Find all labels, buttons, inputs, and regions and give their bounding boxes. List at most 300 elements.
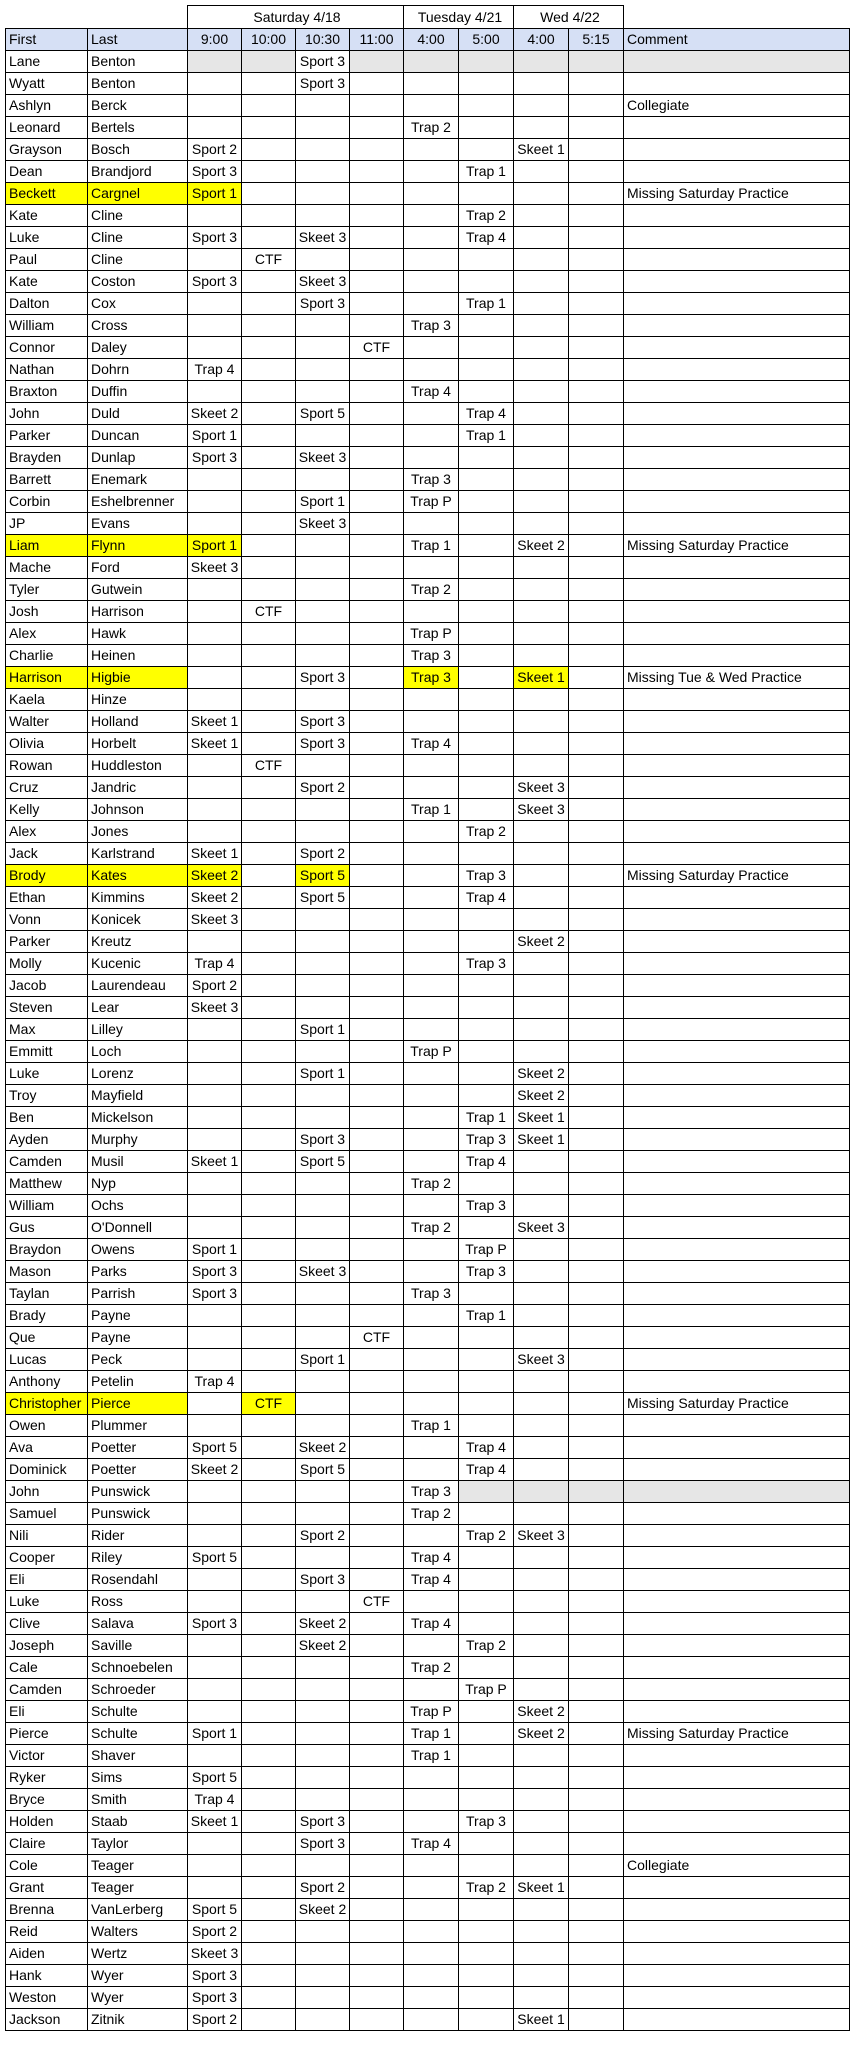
wed-400-cell — [514, 887, 569, 909]
comment-cell — [624, 777, 850, 799]
tue-400-cell — [404, 1239, 459, 1261]
tue-400-cell — [404, 1789, 459, 1811]
first-name-cell: John — [6, 403, 88, 425]
first-name-cell: Cruz — [6, 777, 88, 799]
first-name-cell: Emmitt — [6, 1041, 88, 1063]
tue-400-cell — [404, 1877, 459, 1899]
sat-900-cell — [188, 645, 242, 667]
last-name-cell: Karlstrand — [88, 843, 188, 865]
comment-cell — [624, 1591, 850, 1613]
wed-515-cell — [569, 1173, 624, 1195]
table-row — [6, 447, 850, 469]
col-header-sat-1030: 10:30 — [296, 29, 350, 51]
first-name-cell: Holden — [6, 1811, 88, 1833]
sat-1030-cell: Skeet 2 — [296, 1635, 350, 1657]
wed-515-cell — [569, 271, 624, 293]
tue-500-cell — [459, 733, 514, 755]
wed-400-cell — [514, 1965, 569, 1987]
sat-1030-cell: Sport 1 — [296, 1063, 350, 1085]
last-name-cell: Schulte — [88, 1723, 188, 1745]
wed-515-cell — [569, 623, 624, 645]
table-row — [6, 1085, 850, 1107]
wed-400-cell — [514, 997, 569, 1019]
tue-400-cell — [404, 865, 459, 887]
wed-515-cell — [569, 1481, 624, 1503]
tue-500-cell — [459, 381, 514, 403]
sat-900-cell — [188, 1745, 242, 1767]
wed-515-cell — [569, 447, 624, 469]
sat-1100-cell — [350, 1965, 404, 1987]
sat-1100-cell — [350, 975, 404, 997]
table-row — [6, 1855, 850, 1877]
comment-cell — [624, 1239, 850, 1261]
tue-500-cell: Trap 2 — [459, 821, 514, 843]
tue-500-cell — [459, 1723, 514, 1745]
col-header-first: First — [6, 29, 88, 51]
sat-1000-cell — [242, 865, 296, 887]
first-name-cell: Max — [6, 1019, 88, 1041]
wed-515-cell — [569, 755, 624, 777]
last-name-cell: Cline — [88, 249, 188, 271]
sat-1030-cell: Sport 3 — [296, 1129, 350, 1151]
sat-1000-cell — [242, 117, 296, 139]
table-row — [6, 425, 850, 447]
comment-cell — [624, 513, 850, 535]
col-header-comment: Comment — [624, 29, 850, 51]
tue-400-cell — [404, 1305, 459, 1327]
comment-cell — [624, 1195, 850, 1217]
tue-500-cell: Trap 2 — [459, 1525, 514, 1547]
sat-1100-cell — [350, 1855, 404, 1877]
table-row — [6, 711, 850, 733]
last-name-cell: Konicek — [88, 909, 188, 931]
tue-400-cell — [404, 953, 459, 975]
sat-1100-cell — [350, 271, 404, 293]
tue-400-cell — [404, 887, 459, 909]
first-name-cell: Connor — [6, 337, 88, 359]
tue-500-cell — [459, 1415, 514, 1437]
wed-515-cell — [569, 975, 624, 997]
last-name-cell: Taylor — [88, 1833, 188, 1855]
tue-500-cell: Trap 3 — [459, 865, 514, 887]
wed-515-cell — [569, 1349, 624, 1371]
sat-900-cell — [188, 491, 242, 513]
sat-1030-cell — [296, 315, 350, 337]
first-name-cell: Eli — [6, 1701, 88, 1723]
tue-400-cell — [404, 51, 459, 73]
sat-1100-cell: CTF — [350, 1591, 404, 1613]
wed-515-cell — [569, 1613, 624, 1635]
wed-400-cell: Skeet 2 — [514, 1085, 569, 1107]
sat-1030-cell: Sport 1 — [296, 1349, 350, 1371]
sat-1100-cell — [350, 1459, 404, 1481]
comment-cell — [624, 601, 850, 623]
tue-400-cell: Trap 1 — [404, 1723, 459, 1745]
last-name-cell: Lilley — [88, 1019, 188, 1041]
sat-1030-cell — [296, 1503, 350, 1525]
tue-500-cell — [459, 1899, 514, 1921]
sat-1030-cell — [296, 535, 350, 557]
sat-1000-cell — [242, 1635, 296, 1657]
tue-500-cell: Trap 3 — [459, 1261, 514, 1283]
tue-400-cell: Trap 4 — [404, 1833, 459, 1855]
sat-900-cell: Sport 3 — [188, 1261, 242, 1283]
comment-cell — [624, 953, 850, 975]
sat-1030-cell — [296, 689, 350, 711]
wed-400-cell: Skeet 1 — [514, 1877, 569, 1899]
sat-1000-cell — [242, 447, 296, 469]
sat-1000-cell — [242, 1811, 296, 1833]
comment-cell — [624, 1525, 850, 1547]
tue-500-cell — [459, 623, 514, 645]
wed-400-cell — [514, 821, 569, 843]
sat-1100-cell — [350, 1415, 404, 1437]
comment-cell — [624, 1547, 850, 1569]
sat-1000-cell: CTF — [242, 601, 296, 623]
tue-400-cell — [404, 975, 459, 997]
sat-900-cell — [188, 1635, 242, 1657]
wed-400-cell: Skeet 1 — [514, 139, 569, 161]
first-name-cell: Paul — [6, 249, 88, 271]
tue-500-cell — [459, 931, 514, 953]
wed-515-cell — [569, 1107, 624, 1129]
wed-400-cell — [514, 117, 569, 139]
wed-400-cell — [514, 249, 569, 271]
sat-900-cell: Sport 1 — [188, 425, 242, 447]
tue-400-cell — [404, 689, 459, 711]
wed-515-cell — [569, 1063, 624, 1085]
last-name-cell: Petelin — [88, 1371, 188, 1393]
sat-1030-cell: Sport 3 — [296, 51, 350, 73]
wed-400-cell — [514, 975, 569, 997]
sat-1100-cell — [350, 601, 404, 623]
sat-900-cell: Sport 1 — [188, 1723, 242, 1745]
sat-1030-cell: Sport 3 — [296, 293, 350, 315]
sat-1030-cell: Skeet 3 — [296, 513, 350, 535]
sat-900-cell — [188, 1173, 242, 1195]
tue-400-cell — [404, 1767, 459, 1789]
comment-cell — [624, 1943, 850, 1965]
sat-900-cell — [188, 95, 242, 117]
table-row — [6, 557, 850, 579]
tue-500-cell — [459, 1283, 514, 1305]
first-name-cell: Kate — [6, 271, 88, 293]
sat-900-cell: Sport 5 — [188, 1437, 242, 1459]
comment-cell — [624, 843, 850, 865]
sat-900-cell: Sport 1 — [188, 183, 242, 205]
tue-400-cell — [404, 1811, 459, 1833]
sat-1100-cell — [350, 205, 404, 227]
first-name-cell: Brenna — [6, 1899, 88, 1921]
sat-1030-cell — [296, 381, 350, 403]
tue-400-cell: Trap P — [404, 623, 459, 645]
tue-400-cell: Trap 4 — [404, 733, 459, 755]
sat-1100-cell — [350, 1481, 404, 1503]
table-row — [6, 535, 850, 557]
comment-cell: Missing Saturday Practice — [624, 183, 850, 205]
wed-515-cell — [569, 887, 624, 909]
comment-cell — [624, 1965, 850, 1987]
sat-1100-cell — [350, 931, 404, 953]
tue-400-cell — [404, 1679, 459, 1701]
first-name-cell: Brayden — [6, 447, 88, 469]
comment-cell — [624, 1877, 850, 1899]
sat-900-cell — [188, 623, 242, 645]
tue-500-cell — [459, 469, 514, 491]
table-row — [6, 1173, 850, 1195]
sat-1000-cell — [242, 1789, 296, 1811]
wed-515-cell — [569, 1239, 624, 1261]
wed-515-cell — [569, 1943, 624, 1965]
table-row — [6, 931, 850, 953]
sat-1000-cell — [242, 1063, 296, 1085]
last-name-cell: Duffin — [88, 381, 188, 403]
wed-400-cell — [514, 359, 569, 381]
wed-515-cell — [569, 1217, 624, 1239]
table-row — [6, 1349, 850, 1371]
sat-1000-cell — [242, 1349, 296, 1371]
wed-400-cell — [514, 1239, 569, 1261]
comment-cell — [624, 1701, 850, 1723]
first-name-cell: Brady — [6, 1305, 88, 1327]
tue-500-cell — [459, 271, 514, 293]
tue-400-cell: Trap 4 — [404, 1613, 459, 1635]
tue-400-cell — [404, 1943, 459, 1965]
sat-1100-cell — [350, 1569, 404, 1591]
table-row — [6, 51, 850, 73]
tue-400-cell — [404, 403, 459, 425]
sat-1030-cell — [296, 821, 350, 843]
sat-900-cell — [188, 1107, 242, 1129]
tue-500-cell — [459, 777, 514, 799]
comment-cell — [624, 1217, 850, 1239]
sat-1000-cell — [242, 491, 296, 513]
comment-cell — [624, 1327, 850, 1349]
comment-cell — [624, 1041, 850, 1063]
table-row — [6, 997, 850, 1019]
sat-1100-cell — [350, 1393, 404, 1415]
tue-500-cell: Trap P — [459, 1239, 514, 1261]
comment-cell — [624, 1019, 850, 1041]
wed-515-cell — [569, 1327, 624, 1349]
wed-400-cell — [514, 755, 569, 777]
first-name-cell: Rowan — [6, 755, 88, 777]
first-name-cell: Josh — [6, 601, 88, 623]
wed-515-cell — [569, 1305, 624, 1327]
sat-900-cell: Sport 5 — [188, 1899, 242, 1921]
sat-1000-cell — [242, 953, 296, 975]
tue-500-cell — [459, 557, 514, 579]
wed-515-cell — [569, 2009, 624, 2031]
col-header-wed-515: 5:15 — [569, 29, 624, 51]
sat-900-cell: Skeet 3 — [188, 909, 242, 931]
wed-515-cell — [569, 205, 624, 227]
wed-400-cell — [514, 491, 569, 513]
first-name-cell: Mache — [6, 557, 88, 579]
sat-1100-cell — [350, 1063, 404, 1085]
sat-900-cell — [188, 821, 242, 843]
comment-cell — [624, 1679, 850, 1701]
wed-400-cell — [514, 1173, 569, 1195]
tue-500-cell — [459, 1481, 514, 1503]
last-name-cell: Laurendeau — [88, 975, 188, 997]
sat-1100-cell — [350, 1943, 404, 1965]
sat-1030-cell — [296, 1657, 350, 1679]
wed-515-cell — [569, 909, 624, 931]
wed-400-cell — [514, 623, 569, 645]
tue-400-cell: Trap 3 — [404, 315, 459, 337]
tue-400-cell — [404, 1085, 459, 1107]
tue-500-cell — [459, 601, 514, 623]
wed-400-cell — [514, 161, 569, 183]
comment-cell — [624, 1833, 850, 1855]
wed-515-cell — [569, 667, 624, 689]
sat-900-cell — [188, 1195, 242, 1217]
table-row — [6, 1987, 850, 2009]
wed-515-cell — [569, 425, 624, 447]
sat-1000-cell — [242, 315, 296, 337]
sat-900-cell: Sport 3 — [188, 227, 242, 249]
sat-1030-cell: Sport 2 — [296, 1525, 350, 1547]
wed-400-cell — [514, 381, 569, 403]
sat-1000-cell — [242, 95, 296, 117]
sat-1100-cell — [350, 1437, 404, 1459]
tue-400-cell: Trap 1 — [404, 535, 459, 557]
sat-1030-cell: Sport 1 — [296, 1019, 350, 1041]
wed-515-cell — [569, 777, 624, 799]
first-name-cell: Clive — [6, 1613, 88, 1635]
table-row — [6, 1327, 850, 1349]
first-name-cell: Cole — [6, 1855, 88, 1877]
first-name-cell: Corbin — [6, 491, 88, 513]
first-name-cell: Kaela — [6, 689, 88, 711]
table-row — [6, 1613, 850, 1635]
first-name-cell: William — [6, 315, 88, 337]
sat-900-cell — [188, 601, 242, 623]
table-row — [6, 1547, 850, 1569]
sat-1100-cell — [350, 777, 404, 799]
table-row — [6, 843, 850, 865]
wed-400-cell — [514, 1613, 569, 1635]
wed-400-cell — [514, 1041, 569, 1063]
wed-400-cell — [514, 293, 569, 315]
tue-400-cell — [404, 1019, 459, 1041]
table-row — [6, 1393, 850, 1415]
last-name-cell: Benton — [88, 73, 188, 95]
last-name-cell: Cline — [88, 227, 188, 249]
table-row — [6, 799, 850, 821]
wed-400-cell — [514, 1987, 569, 2009]
tue-400-cell — [404, 1855, 459, 1877]
tue-400-cell: Trap 4 — [404, 1547, 459, 1569]
sat-900-cell — [188, 1305, 242, 1327]
wed-400-cell — [514, 1789, 569, 1811]
last-name-cell: Staab — [88, 1811, 188, 1833]
first-name-cell: Reid — [6, 1921, 88, 1943]
sat-900-cell: Sport 3 — [188, 161, 242, 183]
first-name-cell: Jacob — [6, 975, 88, 997]
wed-515-cell — [569, 1833, 624, 1855]
first-name-cell: Braxton — [6, 381, 88, 403]
comment-cell — [624, 1811, 850, 1833]
wed-400-cell — [514, 315, 569, 337]
sat-1000-cell — [242, 733, 296, 755]
tue-500-cell — [459, 755, 514, 777]
wed-515-cell — [569, 117, 624, 139]
wed-400-cell: Skeet 1 — [514, 1129, 569, 1151]
tue-400-cell — [404, 997, 459, 1019]
sat-1100-cell — [350, 843, 404, 865]
sat-1000-cell — [242, 1679, 296, 1701]
sat-1030-cell — [296, 1789, 350, 1811]
sat-1000-cell: CTF — [242, 1393, 296, 1415]
last-name-cell: Loch — [88, 1041, 188, 1063]
first-name-cell: Harrison — [6, 667, 88, 689]
tue-400-cell: Trap 3 — [404, 645, 459, 667]
tue-500-cell: Trap 2 — [459, 1877, 514, 1899]
sat-1030-cell — [296, 1217, 350, 1239]
sat-1000-cell — [242, 1085, 296, 1107]
comment-cell — [624, 1371, 850, 1393]
comment-cell: Missing Saturday Practice — [624, 865, 850, 887]
wed-515-cell — [569, 337, 624, 359]
sat-900-cell — [188, 755, 242, 777]
table-row — [6, 1657, 850, 1679]
sat-900-cell: Sport 3 — [188, 1613, 242, 1635]
tue-400-cell: Trap P — [404, 491, 459, 513]
wed-515-cell — [569, 95, 624, 117]
comment-cell — [624, 271, 850, 293]
table-row — [6, 1569, 850, 1591]
tue-500-cell — [459, 73, 514, 95]
table-row — [6, 1283, 850, 1305]
tue-400-cell — [404, 1327, 459, 1349]
comment-cell — [624, 733, 850, 755]
tue-400-cell — [404, 1129, 459, 1151]
sat-1000-cell — [242, 689, 296, 711]
sat-1000-cell — [242, 1877, 296, 1899]
wed-400-cell — [514, 425, 569, 447]
wed-515-cell — [569, 293, 624, 315]
tue-400-cell — [404, 205, 459, 227]
first-name-cell: Olivia — [6, 733, 88, 755]
sat-1100-cell — [350, 469, 404, 491]
sat-900-cell — [188, 1855, 242, 1877]
first-name-cell: Lucas — [6, 1349, 88, 1371]
sat-1000-cell — [242, 1151, 296, 1173]
wed-515-cell — [569, 1569, 624, 1591]
wed-400-cell — [514, 1019, 569, 1041]
sat-1000-cell — [242, 1525, 296, 1547]
wed-515-cell — [569, 403, 624, 425]
sat-900-cell — [188, 1679, 242, 1701]
sat-1000-cell — [242, 469, 296, 491]
sat-900-cell — [188, 315, 242, 337]
tue-400-cell — [404, 931, 459, 953]
wed-400-cell: Skeet 1 — [514, 1107, 569, 1129]
sat-900-cell — [188, 1063, 242, 1085]
tue-400-cell — [404, 1921, 459, 1943]
last-name-cell: Musil — [88, 1151, 188, 1173]
tue-400-cell: Trap 4 — [404, 1569, 459, 1591]
wed-515-cell — [569, 359, 624, 381]
wed-515-cell — [569, 1041, 624, 1063]
sat-1100-cell — [350, 227, 404, 249]
tue-500-cell — [459, 249, 514, 271]
first-name-cell: Charlie — [6, 645, 88, 667]
last-name-cell: Ochs — [88, 1195, 188, 1217]
sat-1000-cell — [242, 1261, 296, 1283]
